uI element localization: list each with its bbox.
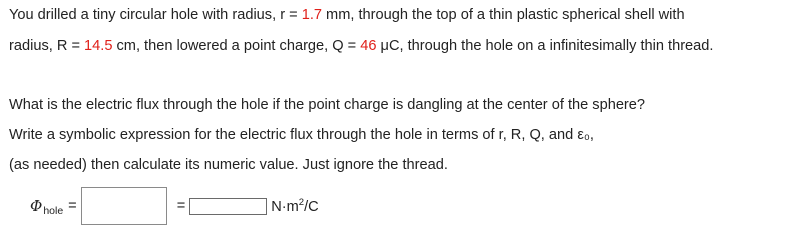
numeric-value-input[interactable] — [189, 198, 267, 215]
equals-sign-1: = — [68, 198, 77, 214]
symbolic-expression-input[interactable] — [81, 187, 167, 225]
line1-text-b: mm, through the top of a thin plastic spherical shell with — [322, 7, 685, 23]
question-line-2 — [9, 37, 713, 55]
unit-exponent: 2 — [298, 197, 305, 209]
unit-tail: /C — [304, 198, 319, 215]
question-line-5: (as needed) then calculate its numeric value. Just ignore the thread. — [9, 157, 448, 173]
line2-text-a: radius, R = — [9, 38, 85, 54]
answer-row — [30, 184, 319, 228]
question-line-3: What is the electric flux through the hole if the point charge is dangling at the center of the sphere? — [9, 97, 646, 113]
line1-text-a: You drilled a tiny circular hole with radius, r = — [9, 7, 302, 23]
question-line-4: Write a symbolic expression for the electric flux through the hole in terms of r, R, Q, and ε₀, — [9, 127, 594, 143]
line2-text-b: cm, then lowered a point charge, Q = — [112, 38, 361, 54]
sphere-radius-value: 14.5 — [84, 38, 113, 54]
unit-base: N·m — [271, 198, 299, 215]
unit-label — [271, 197, 318, 215]
line2-text-c: μC, through the hole on a infinitesimally thin thread. — [376, 38, 714, 54]
hole-radius-value: 1.7 — [301, 7, 322, 23]
equals-sign-2: = — [176, 198, 186, 214]
phi-symbol: Φ — [30, 197, 43, 215]
phi-subscript: hole — [43, 205, 64, 217]
charge-value: 46 — [360, 38, 377, 54]
question-line-1 — [9, 6, 685, 24]
